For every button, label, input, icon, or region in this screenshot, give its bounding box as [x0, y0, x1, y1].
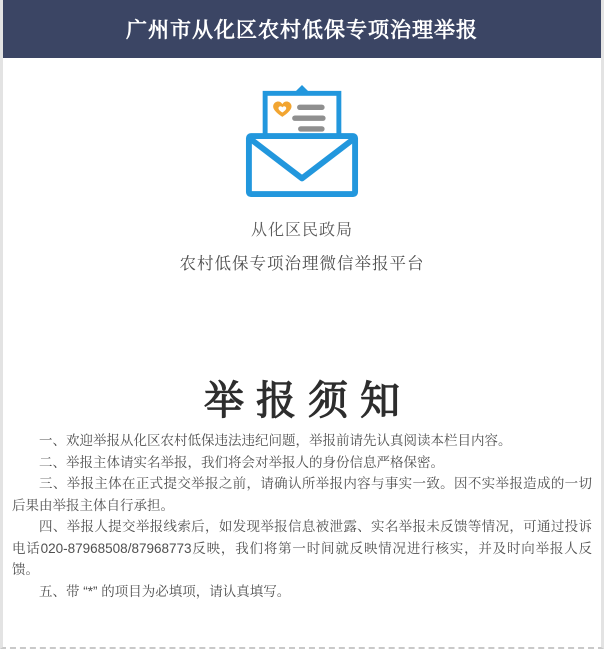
notice-item-5: 五、带 “*” 的项目为必填项，请认真填写。 [39, 583, 291, 599]
org-name: 从化区民政局 [250, 222, 353, 239]
notice-heading: 举报须知 [204, 379, 412, 423]
notice-section [3, 379, 601, 602]
notice-item-3: 三、举报主体在正式提交举报之前，请确认所举报内容与事实一致。因不实举报造成的一切后果由举报主体自行承担。 [12, 476, 592, 513]
notice-item-4: 四、举报人提交举报线索后，如发现举报信息被泄露、实名举报未反馈等情况，可通过投诉电话020-87968508/87968773反映，我们将第一时间就反映情况进行核实，并及时向举报人反馈。 [12, 519, 592, 577]
platform-name: 农村低保专项治理微信举报平台 [179, 255, 425, 273]
page-header [3, 0, 601, 58]
notice-item-1: 一、欢迎举报从化区农村低保违法违纪问题，举报前请先认真阅读本栏目内容。 [39, 433, 512, 448]
hero-section [3, 58, 601, 275]
envelope-letter-heart-icon [242, 84, 362, 200]
notice-item-2: 二、举报主体请实名举报，我们将会对举报人的身份信息严格保密。 [39, 454, 444, 470]
page-title: 广州市从化区农村低保专项治理举报 [126, 19, 478, 42]
